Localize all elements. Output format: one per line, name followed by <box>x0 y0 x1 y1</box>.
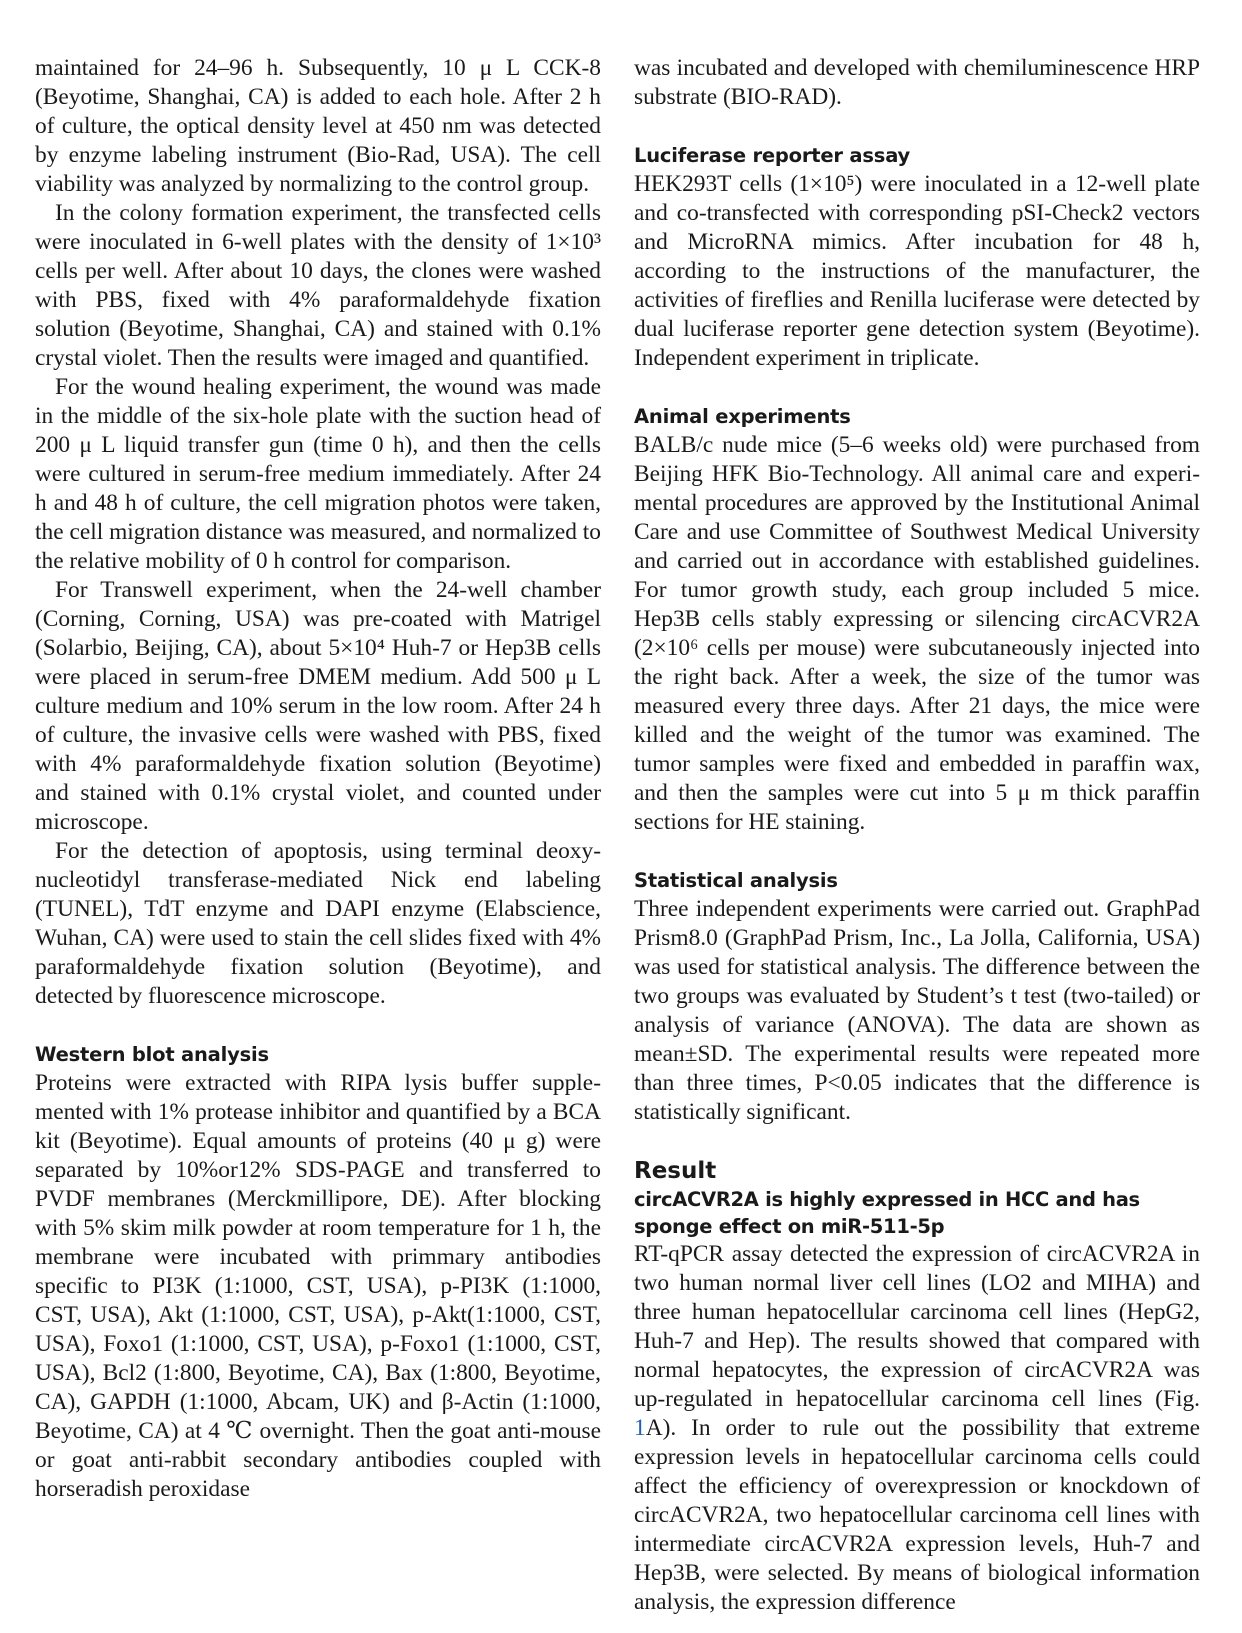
methods-paragraph-colony: In the colony formation experiment, the transfected cells were inoculated in 6-well plates with the density of 1×10³ cells per well. After about 10 days, the clones were washed with PBS, fixed with 4% paraformaldehyde fixation solution (Beyotime, Shanghai, CA) and stained with 0.1% crystal violet. Then the results were imaged and quantified. <box>35 200 601 371</box>
western-blot-heading: Western blot analysis <box>35 1043 269 1066</box>
methods-paragraph-cck8: maintained for 24–96 h. Subsequently, 10 μ L CCK-8 (Beyotime, Shanghai, CA) is added to each hole. After 2 h of culture, the optical density level at 450 nm was detected by enzyme labeling instrument (Bio-Rad, USA). The cell viability was analyzed by normalizing to the control group. <box>35 55 601 197</box>
statistical-analysis-paragraph: Three independent experiments were carried out. GraphPad Prism8.0 (GraphPad Prism, Inc., La Jolla, California, USA) was used for statistical analysis. The difference between the two groups was evaluated by Student’s t test (two-tailed) or analysis of variance (ANOVA). The data are shown as mean±SD. The experimental results were repeated more than three times, P<0.05 indicates that the difference is statistically significant. <box>634 896 1200 1125</box>
animal-experiments-paragraph: BALB/c nude mice (5–6 weeks old) were purchased from Beijing HFK Bio-Technology. All animal care and experimental procedures are approved by the Institutional Animal Care and use Committee of Southwest Medical University and carried out in accordance with established guidelines. For tumor growth study, each group included 5 mice. Hep3B cells stably expressing or silencing circACVR2A (2×10⁶ cells per mouse) were subcutaneously injected into the right back. After a week, the size of the tumor was measured every three days. After 21 days, the mice were killed and the weight of the tumor was examined. The tumor samples were fixed and embedded in paraffin wax, and then the samples were cut into 5 μ m thick paraffin sections for HE staining. <box>634 432 1200 835</box>
western-blot-paragraph: Proteins were extracted with RIPA lysis buffer supplemented with 1% protease inhibitor and quantified by a BCA kit (Beyotime). Equal amounts of proteins (40 μ g) were separated by 10%or12% SDS-PAGE and transferred to PVDF membranes (Merckmillipore, DE). After blocking with 5% skim milk powder at room temperature for 1 h, the membrane were incubated with primmary antibodies specific to PI3K (1:1000, CST, USA), p-PI3K (1:1000, CST, USA), Akt (1:1000, CST, USA), p-Akt(1:1000, CST, USA), Foxo1 (1:1000, CST, USA), p-Foxo1 (1:1000, CST, USA), Bcl2 (1:800, Beyotime, CA), Bax (1:800, Beyotime, CA), GAPDH (1:1000, Abcam, UK) and β-Actin (1:1000, Beyotime, CA) at 4 ℃ overnight. Then the goat anti-mouse or goat anti-rabbit secondary antibodies coupled with horseradish peroxidase <box>35 1070 601 1502</box>
result-text-part-2: A). In order to rule out the possibility that extreme expression levels in hepatocellular carcinoma cells could affect the efficiency of overexpression or knockdown of circACVR2A, two hepatocellular carcinoma cell lines with intermediate circACVR2A expression levels, Huh-7 and Hep3B, were selected. By means of biological information analysis, the expression difference <box>634 1415 1200 1615</box>
right-column <box>634 54 1200 1617</box>
animal-experiments-heading: Animal experiments <box>634 405 851 428</box>
statistical-analysis-heading: Statistical analysis <box>634 869 838 892</box>
result-paragraph <box>634 1240 1200 1617</box>
section-gap <box>634 1127 1200 1156</box>
figure-1-link[interactable]: 1 <box>634 1415 646 1441</box>
section-gap <box>634 837 1200 866</box>
result-text-part-1: RT-qPCR assay detected the expression of circACVR2A in two human normal liver cell lines (LO2 and MIHA) and three human hepatocellular carcinoma cell lines (HepG2, Huh-7 and Hep). The results showed that compared with normal hepatocytes, the expression of circACVR2A was up-regulated in hepatocellular carcinoma cell lines (Fig. <box>634 1241 1200 1412</box>
section-gap <box>35 1011 601 1040</box>
western-blot-continuation: was incubated and developed with chemiluminescence HRP substrate (BIO-RAD). <box>634 55 1200 110</box>
luciferase-paragraph: HEK293T cells (1×10⁵) were inoculated in a 12-well plate and co-transfected with corresponding pSI-Check2 vectors and MicroRNA mimics. After incubation for 48 h, according to the instructions of the manufacturer, the activities of fireflies and Renilla luciferase were detected by dual luciferase reporter gene detection system (Beyotime). Independent experiment in triplicate. <box>634 171 1200 371</box>
section-gap <box>634 373 1200 402</box>
methods-paragraph-transwell: For Transwell experiment, when the 24-well chamber (Corning, Corning, USA) was pre-coated with Matrigel (Solarbio, Beijing, CA), about 5×10⁴ Huh-7 or Hep3B cells were placed in serum-free DMEM medium. Add 500 μ L culture medium and 10% serum in the low room. After 24 h of culture, the invasive cells were washed with PBS, fixed with 4% paraformaldehyde fixation solution (Beyotime) and stained with 0.1% crystal violet, and counted under microscope. <box>35 577 601 835</box>
result-heading: Result <box>634 1158 717 1184</box>
result-subheading: circACVR2A is highly expressed in HCC and has sponge effect on miR-511-5p <box>634 1188 1140 1238</box>
methods-paragraph-apoptosis: For the detection of apoptosis, using terminal deoxynucleotidyl transferase-mediated Nick end labeling (TUNEL), TdT enzyme and DAPI enzyme (Elabscience, Wuhan, CA) were used to stain the cell slides fixed with 4% paraformaldehyde fixation solution (Beyotime), and detected by fluorescence microscope. <box>35 838 601 1009</box>
left-column <box>35 54 601 1504</box>
methods-paragraph-wound: For the wound healing experiment, the wound was made in the middle of the six-hole plate with the suction head of 200 μ L liquid transfer gun (time 0 h), and then the cells were cultured in serum-free medium immediately. After 24 h and 48 h of culture, the cell migration photos were taken, the cell migration distance was measured, and normalized to the relative mobility of 0 h control for comparison. <box>35 374 601 574</box>
luciferase-heading: Luciferase reporter assay <box>634 144 911 167</box>
section-gap <box>634 112 1200 141</box>
